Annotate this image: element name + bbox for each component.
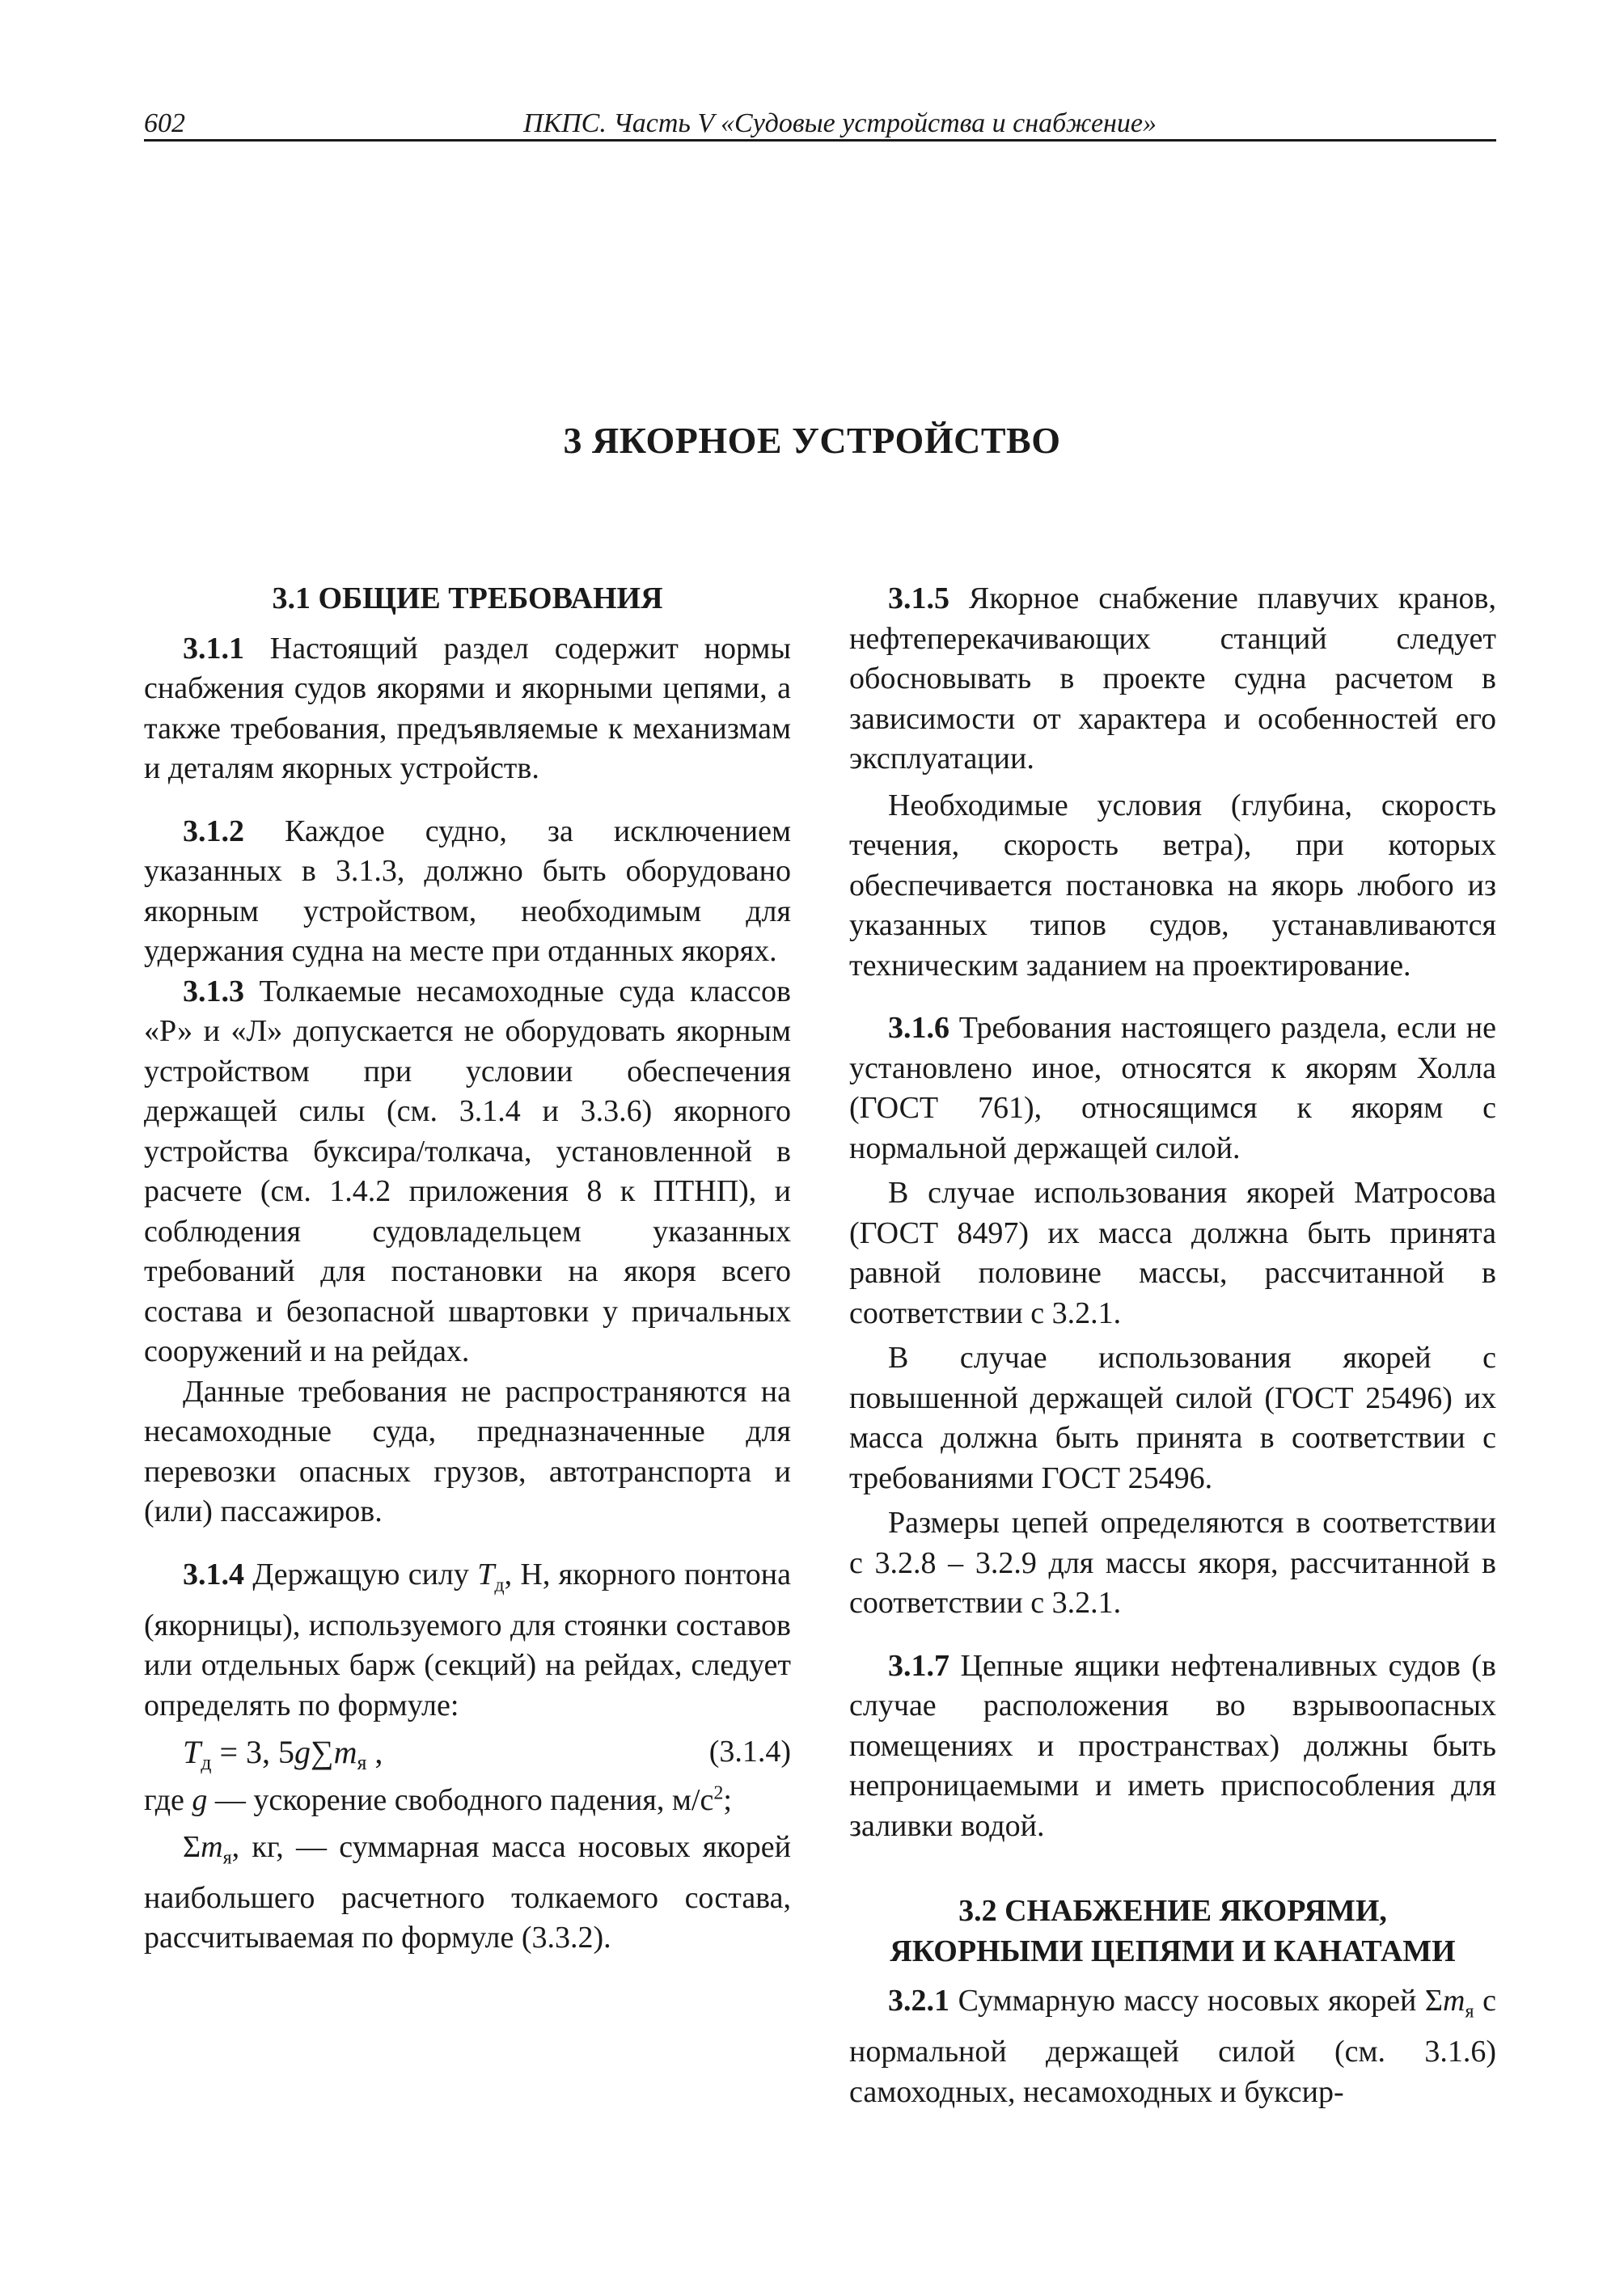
paragraph-3-2-1: 3.2.1 Суммарную массу носовых якорей $\Sigma m_я$ с нормальной держащей силой (см. 3.1.6) самоходных, несамоходных и буксир- [849, 1984, 1496, 2109]
paragraph-number: 3.1.5 [888, 581, 949, 615]
paragraph-3-1-3-continued: Данные требования не распространяются на несамоходные суда, предназначенные для перевозки опасных грузов, автотранспорта и (или) пассажиров. [144, 1374, 791, 1528]
paragraph-3-1-5 [849, 579, 1496, 780]
section-heading-3-1: 3.1 ОБЩИЕ ТРЕБОВАНИЯ [272, 581, 663, 615]
paragraph-text: Толкаемые несамоходные суда классов «Р» и «Л» допускается не оборудовать якорным устройством при условии обеспечения держащей силы (см. 3.1.4 и 3.3.6) якорного устройства буксира/толкача, установленной в расчете (см. 1.4.2 приложения 8 к ПТНП), и соблюдения судовладельцем указанных требований для постановки на якоря всего состава и безопасной швартовки у причальных сооружений и на рейдах. [144, 974, 791, 1368]
formula-expression: $T_д = 3$, $5g\sum m_я$ , [183, 1734, 383, 1775]
formula-3-1-4 [144, 1729, 791, 1779]
paragraph-text: Требования настоящего раздела, если не установлено иное, относятся к якорям Холла (ГОСТ 761), относящимся к якорям с нормальной держащей силой. [849, 1011, 1496, 1165]
paragraph-3-1-5-continued: Необходимые условия (глубина, скорость течения, скорость ветра), при которых обеспечивается постановка на якорь любого из указанных типов судов, устанавливаются техническим заданием на проектирование. [849, 788, 1496, 983]
formula-number: (3.1.4) [708, 1735, 791, 1769]
variable-definition-sum-m: $\Sigma m_я$, кг, — суммарная масса носовых якорей наибольшего расчетного толкаемого состава, рассчитываемая по формуле (3.3.2). [144, 1829, 791, 1955]
paragraph-text: Цепные ящики нефтеналивных судов (в случае расположения во взрывоопасных помещениях и пространствах) должны быть непроницаемыми и иметь приспособления для заливки водой. [849, 1648, 1496, 1843]
page-header [144, 104, 1496, 142]
paragraph-3-1-2 [144, 812, 791, 972]
paragraph-text: Каждое судно, за исключением указанных в 3.1.3, должно быть оборудовано якорным устройством, необходимым для удержания судна на месте при отданных якорях. [144, 814, 791, 968]
paragraph-text: Держащую силу [244, 1557, 478, 1591]
page-number: 602 [144, 108, 185, 138]
paragraph-3-1-3 [144, 972, 791, 1372]
paragraph-text: , Н, якорного понтона (якорницы), используемого для стоянки составов или отдельных барж (секций) на рейдах, следует определять по формуле: [144, 1557, 791, 1722]
paragraph-number: 3.1.7 [888, 1648, 949, 1683]
left-column [144, 579, 791, 1959]
paragraph-text: Настоящий раздел содержит нормы снабжения судов якорями и якорными цепями, а также требования, предъявляемые к механизмам и деталям якорных устройств. [144, 631, 791, 785]
paragraph-3-1-6-matrosov: В случае использования якорей Матросова (ГОСТ 8497) их масса должна быть принята равной половине массы, рассчитанной в соответствии с 3.2.1. [849, 1176, 1496, 1330]
paragraph-3-1-6-high-holding: В случае использования якорей с повышенной держащей силой (ГОСТ 25496) их масса должна быть принята в соответствии с требованиями ГОСТ 25496. [849, 1341, 1496, 1495]
paragraph-3-1-4 [144, 1555, 791, 1727]
paragraph-number: 3.1.1 [183, 631, 244, 666]
paragraph-number: 3.1.4 [183, 1557, 244, 1591]
paragraph-number: 3.1.2 [183, 814, 244, 848]
section-heading-3-2: 3.2 СНАБЖЕНИЕ ЯКОРЯМИ, ЯКОРНЫМИ ЦЕПЯМИ И КАНАТАМИ [890, 1894, 1456, 1968]
paragraph-3-1-6 [849, 1008, 1496, 1169]
paragraph-number: 3.2.1 [888, 1984, 949, 2018]
right-column [849, 579, 1496, 2112]
paragraph-3-1-1 [144, 629, 791, 789]
paragraph-3-1-6-chain-sizes: Размеры цепей определяются в соответствии с 3.2.8 – 3.2.9 для массы якоря, рассчитанной в соответствии с 3.2.1. [849, 1506, 1496, 1620]
variable-definition-g: где g — ускорение свободного падения, $м/с^2$; [144, 1782, 732, 1818]
holding-force-symbol: $T_д$ [477, 1557, 505, 1596]
paragraph-number: 3.1.3 [183, 974, 244, 1008]
paragraph-3-1-7 [849, 1646, 1496, 1847]
chapter-title: 3 ЯКОРНОЕ УСТРОЙСТВО [563, 420, 1061, 461]
paragraph-number: 3.1.6 [888, 1011, 949, 1045]
paragraph-text: Якорное снабжение плавучих кранов, нефтеперекачивающих станций следует обосновывать в проекте судна расчетом в зависимости от характера и особенностей его эксплуатации. [849, 581, 1496, 776]
running-title: ПКПС. Часть V «Судовые устройства и снабжение» [522, 108, 1157, 138]
